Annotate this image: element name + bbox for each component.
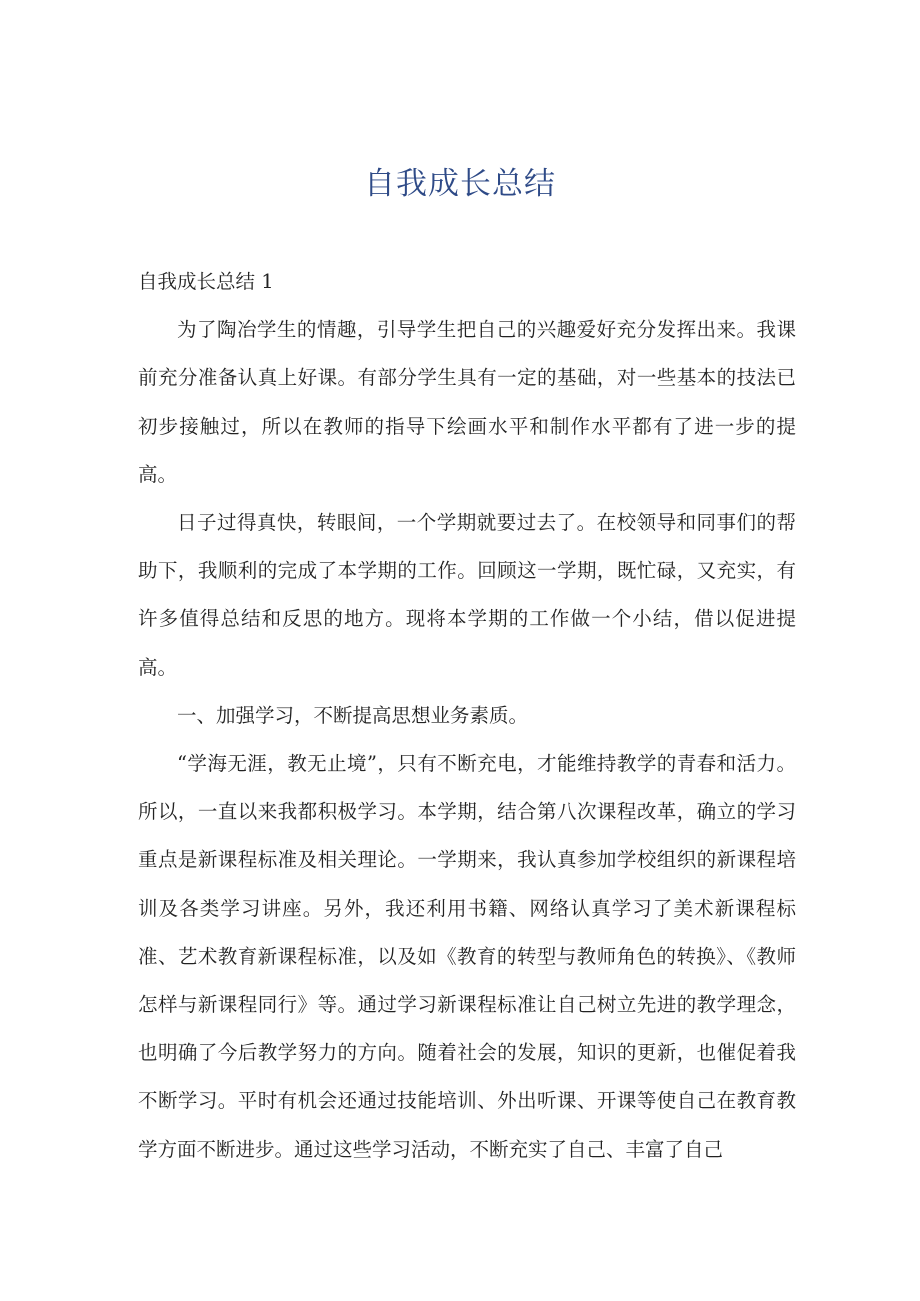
section-heading-1: 一、加强学习，不断提高思想业务素质。 [177,703,529,727]
section-subheading: 自我成长总结 1 [138,270,274,293]
paragraph-1: 为了陶冶学生的情趣，引导学生把自己的兴趣爱好充分发挥出来。我课前充分准备认真上好课。有部分学生具有一定的基础，对一些基本的技法已初步接触过，所以在教师的指导下绘画水平和制作水平都有了进一步的提高。 [138,318,796,486]
document-body [138,258,796,1174]
paragraph-3: “学海无涯，教无止境”，只有不断充电，才能维持教学的青春和活力。所以，一直以来我都积极学习。本学期，结合第八次课程改革，确立的学习重点是新课程标准及相关理论。一学期来，我认真参加学校组织的新课程培训及各类学习讲座。另外，我还利用书籍、网络认真学习了美术新课程标准、艺术教育新课程标准，以及如《教育的转型与教师角色的转换》、《教师怎样与新课程同行》等。通过学习新课程标准让自己树立先进的教学理念，也明确了今后教学努力的方向。随着社会的发展，知识的更新，也催促着我不断学习。平时有机会还通过技能培训、外出听课、开课等使自己在教育教学方面不断进步。通过这些学习活动，不断充实了自己、丰富了自己 [138,752,796,1161]
paragraph-2: 日子过得真快，转眼间，一个学期就要过去了。在校领导和同事们的帮助下，我顺利的完成了本学期的工作。回顾这一学期，既忙碌，又充实，有许多值得总结和反思的地方。现将本学期的工作做一个小结，借以促进提高。 [138,511,796,679]
document-title: 自我成长总结 [364,166,556,202]
